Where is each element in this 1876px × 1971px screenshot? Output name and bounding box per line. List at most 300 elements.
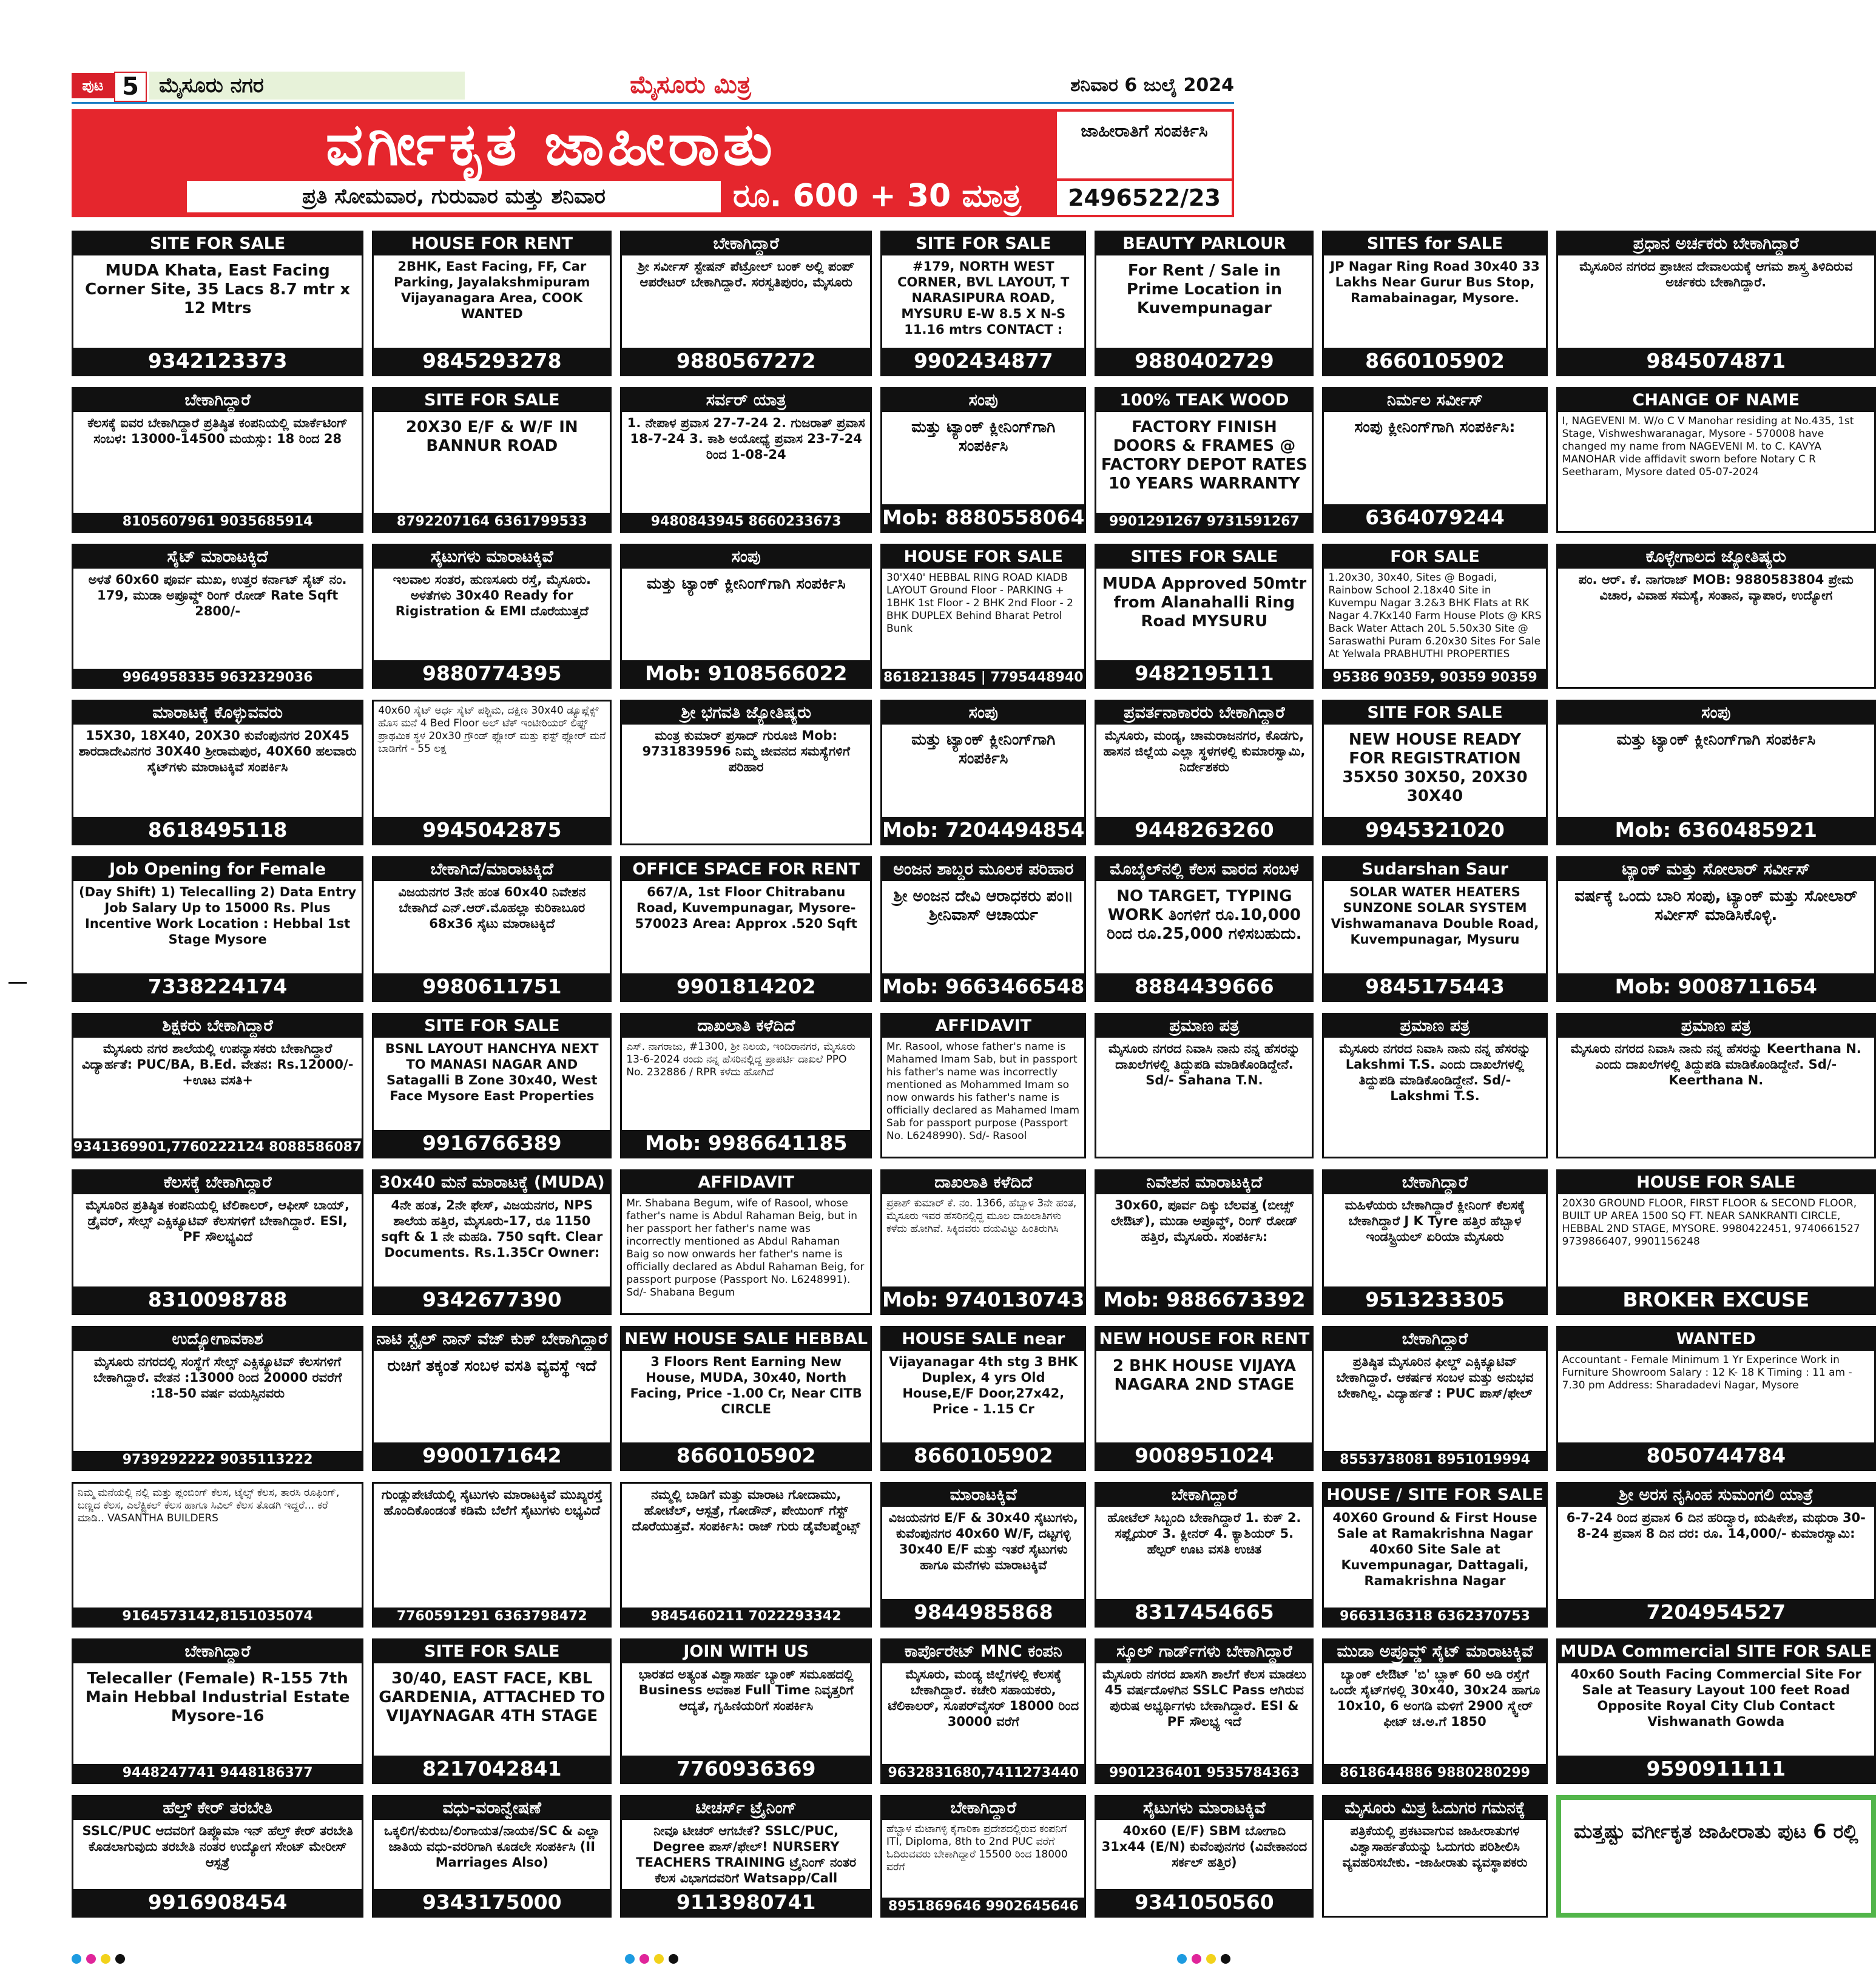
ad-heading: ಮೈಸೂರು ಮಿತ್ರ ಓದುಗರ ಗಮನಕ್ಕೆ [1324,1797,1545,1820]
registration-dot [639,1954,649,1964]
classified-ad [1322,387,1547,533]
classified-ad [1556,544,1876,689]
ad-heading: ಪ್ರಧಾನ ಅರ್ಚಕರು ಬೇಕಾಗಿದ್ದಾರೆ [1558,232,1874,255]
classified-ad [372,1482,612,1628]
ad-phone: Mob: 9663466548 [882,973,1084,1000]
ad-heading: ಪ್ರಮಾಣ ಪತ್ರ [1096,1015,1312,1038]
ad-body: ಪಂ. ಆರ್. ಕೆ. ನಾಗರಾಜ್ MOB: 9880583804 ಪ್ರೇಮ ವಿಚಾರ, ವಿವಾಹ ಸಮಸ್ಯೆ, ಸಂತಾನ, ವ್ಯಾಪಾರ, ಉದ್ಯೋಗ [1578,572,1854,603]
classified-ad [1322,231,1547,376]
classified-ad [372,1326,612,1472]
ad-heading: ದಾಖಲಾತಿ ಕಳೆದಿದೆ [882,1171,1084,1194]
classified-ad [372,1638,612,1784]
ad-body: ಮಹಿಳೆಯರು ಬೇಕಾಗಿದ್ದಾರೆ ಕ್ಲೀನಿಂಗ್ ಕೆಲಸಕ್ಕೆ ಬೇಕಾಗಿದ್ದಾರೆ J K Tyre ಹತ್ತಿರ ಹೆಬ್ಬಾಳ ಇಂಡಸ್ಟ್ರಿಯಲ್ ಏರಿಯಾ ಮೈಸೂರು [1345,1197,1525,1244]
ad-phone: Mob: 9108566022 [622,660,870,687]
ad-phone: 9845293278 [374,348,610,374]
ad-phone: 8660105902 [1324,348,1545,374]
ad-phone: 8310098788 [73,1286,362,1313]
classified-ad [620,1013,872,1158]
ad-heading: ವಧು-ವರಾನ್ವೇಷಣೆ [374,1797,610,1820]
classified-ad [620,700,872,845]
banner-price: ರೂ. 600 + 30 ಮಾತ್ರ [733,178,1021,214]
ad-phone: 8618213845 | 7795448940 [882,669,1084,687]
ad-heading: SITE FOR SALE [374,1640,610,1663]
ad-body: 40x60 South Facing Commercial Site For Sale at Teasury Layout 100 feet Road Opposite Royal City Club Contact Vishwanath Gowda [1570,1667,1861,1729]
registration-dot [669,1954,678,1964]
classified-ad [620,1795,872,1918]
margin-mark [8,982,27,984]
ad-body: ಮತ್ತು ಟ್ಯಾಂಕ್ ಕ್ಲೀನಿಂಗ್‌ಗಾಗಿ ಸಂಪರ್ಕಿಸಿ [1616,731,1816,749]
ad-phone: 8884439666 [1096,973,1312,1000]
ad-body: Vijayanagar 4th stg 3 BHK Duplex, 4 yrs Old House,E/F Door,27x42, Price - 1.15 Cr [889,1354,1078,1416]
ad-phone: 9901236401 9535784363 [1096,1764,1312,1782]
ad-heading: ಮಾರಾಟಕ್ಕೆ ಕೊಳ್ಳುವವರು [73,702,362,725]
ad-phone: Mob: 6360485921 [1558,817,1874,844]
ad-body: Telecaller (Female) R-155 7th Main Hebbal Industrial Estate Mysore-16 [85,1669,350,1726]
classified-ad [1556,1013,1876,1158]
classified-ad [620,1169,872,1315]
registration-dot [1206,1954,1216,1964]
classified-ad [880,1795,1086,1918]
ad-heading: ಸೈಟುಗಳು ಮಾರಾಟಕ್ಕಿವೆ [1096,1797,1312,1820]
ad-heading: ಸರ್ವರ್ ಯಾತ್ರ [622,389,870,412]
ad-body: 2 BHK HOUSE VIJAYA NAGARA 2ND STAGE [1112,1356,1296,1394]
ad-body: ಮೈಸೂರು, ಮಂಡ್ಯ ಜಿಲ್ಲೆಗಳಲ್ಲಿ ಕೆಲಸಕ್ಕೆ ಬೇಕಾಗಿದ್ದಾರೆ. ಕಚೇರಿ ಸಹಾಯಕರು, ಟೆಲಿಕಾಲರ್, ಸೂಪರ್‌ವೈಸರ್ 18000 ರಿಂದ 30000 ವರೆಗೆ [888,1667,1079,1729]
classified-ad [1322,1169,1547,1315]
classified-ad [1095,544,1314,689]
ad-phone: 9845074871 [1558,348,1874,374]
ad-body: ಪ್ರಕಾಶ್ ಕುಮಾರ್ ಕೆ. ನಂ. 1366, ಹೆಬ್ಬಾಳ 3ನೇ ಹಂತ, ಮೈಸೂರು ಇವರ ಹೆಸರಿನಲ್ಲಿದ್ದ ಮೂಲ ದಾಖಲಾತಿಗಳು ಕಳೆದು ಹೋಗಿವೆ. ಸಿಕ್ಕಿದವರು ದಯವಿಟ್ಟು ಹಿಂತಿರುಗಿಸಿ [886,1197,1077,1235]
ad-body: 667/A, 1st Floor Chitrabanu Road, Kuvempunagar, Mysore-570023 Area: Approx .520 Sqft [635,885,857,931]
banner-contact-phone: 2496522/23 [1057,181,1232,215]
ad-phone: BROKER EXCUSE [1558,1286,1874,1313]
ad-phone: 9901814202 [622,973,870,1000]
ad-phone: 9844985868 [882,1599,1084,1626]
ad-phone: 7204954527 [1558,1599,1874,1626]
ad-body: JP Nagar Ring Road 30x40 33 Lakhs Near Gurur Bus Stop, Ramabainagar, Mysore. [1330,259,1540,305]
ad-body: 30x60, ಪೂರ್ವ ದಿಕ್ಕು ಬೆಲವತ್ತ (ಬೀಚ್ಸ್ ಲೇಔಟ್), ಮುಡಾ ಅಪ್ರೂವ್ಡ್, ರಿಂಗ್ ರೋಡ್ ಹತ್ತಿರ, ಮೈಸೂರು. ಸಂಪರ್ಕಿಸಿ: [1111,1197,1298,1244]
ad-heading: FOR SALE [1324,546,1545,569]
ad-body: ಮಂತ್ರ ಕುಮಾರ್ ಪ್ರಸಾದ್ ಗುರೂಜಿ Mob: 9731839596 ನಿಮ್ಮ ಜೀವನದ ಸಮಸ್ಯೆಗಳಿಗೆ ಪರಿಹಾರ [642,728,850,775]
classified-ad [372,1795,612,1918]
ad-heading: ನಿವೇಶನ ಮಾರಾಟಕ್ಕಿದೆ [1096,1171,1312,1194]
ad-phone: 9343175000 [374,1889,610,1916]
banner-subtitle: ಪ್ರತಿ ಸೋಮವಾರ, ಗುರುವಾರ ಮತ್ತು ಶನಿವಾರ [187,181,721,212]
ad-body: ವರ್ಷಕ್ಕೆ ಒಂದು ಬಾರಿ ಸಂಪು, ಟ್ಯಾಂಕ್ ಮತ್ತು ಸೋಲಾರ್ ಸರ್ವೀಸ್ ಮಾಡಿಸಿಕೊಳ್ಳಿ. [1574,887,1858,925]
classified-ad [372,700,612,845]
ad-body: ಮೈಸೂರು ನಗರದ ನಿವಾಸಿ ನಾನು ನನ್ನ ಹೆಸರನ್ನು ದಾಖಲೆಗಳಲ್ಲಿ ತಿದ್ದುಪಡಿ ಮಾಡಿಕೊಂಡಿದ್ದೇನೆ. Sd/- Sahana T.N. [1108,1041,1300,1087]
ad-body: 4ನೇ ಹಂತ, 2ನೇ ಫೇಸ್, ವಿಜಯನಗರ, NPS ಶಾಲೆಯ ಹತ್ತಿರ, ಮೈಸೂರು-17, ರೂ 1150 sqft & 1 ನೇ ಮಹಡಿ. 750 sqft. Clear Documents. Rs.1.35Cr Owner: [381,1197,603,1260]
ad-heading: 100% TEAK WOOD [1096,389,1312,412]
ad-body: ಒಕ್ಕಲಿಗ/ಕುರುಬ/ಲಿಂಗಾಯತ/ನಾಯಕ/SC & ಎಲ್ಲಾ ಜಾತಿಯ ವಧು-ವರರಿಗಾಗಿ ಕೂಡಲೇ ಸಂಪರ್ಕಿಸಿ (II Marriages Also) [383,1824,600,1870]
classified-ad [1556,231,1876,376]
ad-body: ನಿಮ್ಮ ಮನೆಯಲ್ಲಿ ನಲ್ಲಿ ಮತ್ತು ಪ್ಲಂಬಿಂಗ್ ಕೆಲಸ, ಟೈಲ್ಸ್ ಕೆಲಸ, ತಾರಸಿ ರೂಫಿಂಗ್, ಬಣ್ಣದ ಕೆಲಸ, ಎಲೆಕ್ಟ್ರಿಕಲ್ ಕೆಲಸ ಹಾಗೂ ಸಿವಿಲ್ ಕೆಲಸ ತೊಡಗಿ ಇದ್ದರೆ... ಕರೆ ಮಾಡಿ.. VASANTHA BUILDERS [78,1487,340,1525]
classified-ad [372,856,612,1002]
ad-body: Accountant - Female Minimum 1 Yr Experince Work in Furniture Showroom Salary : 12 K- 18 K Timing : 11 am - 7.30 pm Address: Sharadadevi Nagar, Mysore [1562,1353,1852,1391]
ad-phone: 9480843945 8660233673 [622,513,870,531]
ad-body: I, NAGEVENI M. W/o C V Manohar residing at No.435, 1st Stage, Vishweshwaranagar, Mysore - 570008 have changed my name from NAGEVENI M. to C. KAVYA MANOHAR vide affidavit sworn before Notary C R Seetharam, Mysore dated 05-07-2024 [1562,414,1854,478]
ad-body: ಭಾರತದ ಅತ್ಯಂತ ವಿಶ್ವಾಸಾರ್ಹ ಬ್ಯಾಂಕ್ ಸಮೂಹದಲ್ಲಿ Business ಅವಕಾಶ Full Time ನಿವೃತ್ತರಿಗೆ ಆದ್ಯತೆ, ಗೃಹಿಣಿಯರಿಗೆ ಸಂಪರ್ಕಿಸಿ [638,1667,854,1714]
classified-ad [1095,1638,1314,1784]
ad-body: NO TARGET, TYPING WORK ತಿಂಗಳಿಗೆ ರೂ.10,000 ರಿಂದ ರೂ.25,000 ಗಳಿಸಬಹುದು. [1107,887,1302,944]
classified-ad [1322,1482,1547,1628]
ad-phone: 7338224174 [73,973,362,1000]
registration-dots-left [72,1954,125,1964]
ad-heading: HOUSE FOR SALE [1558,1171,1874,1194]
ad-body: ರುಚಿಗೆ ತಕ್ಕಂತೆ ಸಂಬಳ ವಸತಿ ವ್ಯವಸ್ಥೆ ಇದೆ [387,1356,597,1375]
ad-heading: SITE FOR SALE [374,1015,610,1038]
classified-ad [880,387,1086,533]
ad-body: ಎಸ್. ನಾಗರಾಜು, #1300, ಶ್ರೀ ನಿಲಯ, ಇಂದಿರಾನಗರ, ಮೈಸೂರು 13-6-2024 ರಂದು ನನ್ನ ಹೆಸರಿನಲ್ಲಿದ್ದ ಪ್ರಾಪರ್ಟಿ ದಾಖಲೆ PPO No. 232886 / RPR ಕಳೆದು ಹೋಗಿದೆ [626,1041,855,1078]
ad-heading: ಶಿಕ್ಷಕರು ಬೇಕಾಗಿದ್ದಾರೆ [73,1015,362,1038]
ad-heading: AFFIDAVIT [622,1171,870,1194]
ad-phone: 8660105902 [622,1442,870,1469]
ad-body: FACTORY FINISH DOORS & FRAMES @ FACTORY DEPOT RATES 10 YEARS WARRANTY [1101,418,1307,493]
ad-heading: ಟ್ಯಾಂಕ್ ಮತ್ತು ಸೋಲಾರ್ ಸರ್ವೀಸ್ [1558,858,1874,881]
classified-ad [880,1326,1086,1472]
ad-body: ಮೈಸೂರು, ಮಂಡ್ಯ, ಚಾಮರಾಜನಗರ, ಕೊಡಗು, ಹಾಸನ ಜಿಲ್ಲೆಯ ಎಲ್ಲಾ ಸ್ಥಳಗಳಲ್ಲಿ ಕುಮಾರಸ್ವಾಮಿ, ನಿರ್ದೇಶಕರು [1103,728,1306,775]
ad-phone: Mob: 7204494854 [882,817,1084,844]
ad-heading: ಶ್ರೀ ಭಗವತಿ ಜ್ಯೋತಿಷ್ಯರು [622,702,870,725]
classified-ad [372,1169,612,1315]
classified-ad [1556,387,1876,533]
classified-ad [72,544,363,689]
ad-heading: SITE FOR SALE [374,389,610,412]
ad-phone: 8217042841 [374,1756,610,1782]
ad-body: 3 Floors Rent Earning New House, MUDA, 30x40, North Facing, Price -1.00 Cr, Near CITB CIRCLE [630,1354,862,1416]
classified-ad [620,544,872,689]
ad-body: ಬ್ಯಾಂಕ್ ಲೇಔಟ್ 'ಬಿ' ಬ್ಲಾಕ್ 60 ಅಡಿ ರಸ್ತೆಗೆ ಒಂದೇ ಸೈಟ್‌ಗಳಲ್ಲಿ 30x40, 30x24 ಹಾಗೂ 10x10, 6 ಅಂಗಡಿ ಮಳಿಗೆ 2900 ಸ್ಕ್ವೇರ್ ಫೀಟ್ ಚ.ಅ.ಗೆ 1850 [1329,1667,1540,1729]
ad-phone: 9916766389 [374,1130,610,1157]
ad-body: ಮೈಸೂರಿನ ನಗರದ ಪ್ರಾಚೀನ ದೇವಾಲಯಕ್ಕೆ ಆಗಮ ಶಾಸ್ತ್ರ ತಿಳಿದಿರುವ ಅರ್ಚಕರು ಬೇಕಾಗಿದ್ದಾರೆ. [1579,259,1853,289]
classified-ad [1095,1013,1314,1158]
ad-body: ಮತ್ತು ಟ್ಯಾಂಕ್ ಕ್ಲೀನಿಂಗ್‌ಗಾಗಿ ಸಂಪರ್ಕಿಸಿ [911,731,1056,768]
ad-heading: ಬೇಕಾಗಿದ್ದಾರೆ [622,232,870,255]
registration-dot [625,1954,635,1964]
ad-heading: ಸಂಪು [622,546,870,569]
ad-body: MUDA Approved 50mtr from Alanahalli Ring Road MYSURU [1102,574,1307,631]
classified-ad [1322,544,1547,689]
ad-heading: ಬೇಕಾಗಿದ್ದಾರೆ [1324,1171,1545,1194]
classified-ad [72,1169,363,1315]
classified-ad [1322,1013,1547,1158]
registration-dot [72,1954,81,1964]
classified-ad [1095,231,1314,376]
page-label: ಪುಟ [72,73,114,98]
ad-phone: 9663136318 6362370753 [1324,1608,1545,1626]
classified-ad [880,700,1086,845]
classified-ad [1556,1169,1876,1315]
ad-phone: 9448247741 9448186377 [73,1764,362,1782]
ad-phone: 9880774395 [374,660,610,687]
registration-dot [86,1954,96,1964]
registration-dots-right [1177,1954,1230,1964]
classified-ad [72,1638,363,1784]
ad-heading: ಸಂಪು [882,702,1084,725]
ad-heading: SITE FOR SALE [73,232,362,255]
ad-body: ವಿಜಯನಗರ E/F & 30x40 ಸೈಟುಗಳು, ಕುವೆಂಪುನಗರ 40x60 W/F, ದಟ್ಟಗಳ್ಳಿ 30x40 E/F ಮತ್ತು ಇತರೆ ಸೈಟುಗಳು ಹಾಗೂ ಮನೆಗಳು ಮಾರಾಟಕ್ಕಿವೆ [888,1510,1078,1573]
ad-phone: 9448263260 [1096,817,1312,844]
ad-body: 1. ನೇಪಾಳ ಪ್ರವಾಸ 27-7-24 2. ಗುಜರಾತ್ ಪ್ರವಾಸ 18-7-24 3. ಕಾಶಿ ಅಯೋಧ್ಯೆ ಪ್ರವಾಸ 23-7-24 ರಿಂದ 1-08-24 [627,415,865,462]
ad-heading: ಬೇಕಾಗಿದ್ದಾರೆ [73,1640,362,1663]
classified-ad [372,544,612,689]
ad-phone: 9341050560 [1096,1889,1312,1916]
classified-ad [1095,1482,1314,1628]
ad-phone: 9902434877 [882,348,1084,374]
registration-dot [101,1954,110,1964]
ad-body: SSLC/PUC ಆದವರಿಗೆ ಡಿಪ್ಲೊಮಾ ಇನ್ ಹೆಲ್ತ್ ಕೇರ್ ತರಬೇತಿ ಕೊಡಲಾಗುವುದು ತರಬೇತಿ ನಂತರ ಉದ್ಯೋಗ ಸೇಂಟ್ ಮೇರೀಸ್ ಆಸ್ಪತ್ರೆ [82,1824,353,1870]
classified-ad [72,231,363,376]
ad-heading: Job Opening for Female [73,858,362,881]
ad-heading: HOUSE SALE near [882,1328,1084,1351]
registration-dot [654,1954,664,1964]
ad-body: 15X30, 18X40, 20X30 ಕುವೆಂಪುನಗರ 20X45 ಶಾರದಾದೇವಿನಗರ 30X40 ಶ್ರೀರಾಮಪುರ, 40X60 ಹಲವಾರು ಸೈಟ್‌ಗಳು ಮಾರಾಟಕ್ಕಿವೆ ಸಂಪರ್ಕಿಸಿ [78,728,357,775]
ad-body: ಮತ್ತು ಟ್ಯಾಂಕ್ ಕ್ಲೀನಿಂಗ್‌ಗಾಗಿ ಸಂಪರ್ಕಿಸಿ [646,574,846,593]
ad-heading: HOUSE FOR SALE [882,546,1084,569]
ad-heading: ಹೆಲ್ತ್ ಕೇರ್ ತರಬೇತಿ [73,1797,362,1820]
ad-heading: ಸೈಟ್ ಮಾರಾಟಕ್ಕಿದೆ [73,546,362,569]
ad-body: 40x60 ಸೈಟ್ ಅರ್ಧ ಸೈಟ್ ಪಶ್ಚಿಮ, ದಕ್ಷಿಣ 30x40 ಡ್ಯೂಪ್ಲೆಕ್ಸ್ ಹೊಸ ಮನೆ 4 Bed Floor ಅಲ್ ಟೆಕ್ ಇಂಟೀರಿಯರ್ ಲಿಫ್ಟ್ ಪ್ರಾಥಮಿಕ ಸ್ಥಳ 20x30 ಗ್ರೌಂಡ್ ಫ್ಲೋರ್ ಮತ್ತು ಫಸ್ಟ್ ಫ್ಲೋರ್ ಮನೆ ಬಾಡಿಗೆಗೆ - 55 ಲಕ್ಷ [378,705,606,756]
ad-heading: NEW HOUSE SALE HEBBAL [622,1328,870,1351]
ad-body: ಮೈಸೂರಿನ ಪ್ರತಿಷ್ಠಿತ ಕಂಪನಿಯಲ್ಲಿ ಟೆಲಿಕಾಲರ್, ಆಫೀಸ್ ಬಾಯ್, ಡ್ರೈವರ್, ಸೇಲ್ಸ್ ಎಕ್ಸಿಕ್ಯೂಟಿವ್ ಕೆಲಸಗಳಿಗೆ ಬೇಕಾಗಿದ್ದಾರೆ. ESI, PF ಸೌಲಭ್ಯವಿದೆ [86,1197,349,1244]
ad-body: ಮೈಸೂರು ನಗರ ಶಾಲೆಯಲ್ಲಿ ಉಪನ್ಯಾಸಕರು ಬೇಕಾಗಿದ್ದಾರೆ ವಿದ್ಯಾರ್ಹತೆ: PUC/BA, B.Ed. ವೇತನ: Rs.12000/- +ಊಟ ವಸತಿ+ [81,1041,354,1087]
ad-heading: SITE FOR SALE [882,232,1084,255]
classified-ad [880,856,1086,1002]
ad-body: ಸಂಪು ಕ್ಲೀನಿಂಗ್‌ಗಾಗಿ ಸಂಪರ್ಕಿಸಿ: [1354,418,1516,436]
ad-phone: 6364079244 [1324,504,1545,531]
ad-body: #179, NORTH WEST CORNER, BVL LAYOUT, T NARASIPURA ROAD, MYSURU E-W 8.5 X N-S 11.16 mtrs CONTACT : [897,259,1070,337]
ad-phone: 9916908454 [73,1889,362,1916]
classified-ad [1322,1326,1547,1472]
ad-phone: 9482195111 [1096,660,1312,687]
classified-ad [1095,700,1314,845]
ad-body: ಕೆಲಸಕ್ಕೆ ಐವರ ಬೇಕಾಗಿದ್ದಾರೆ ಪ್ರತಿಷ್ಠಿತ ಕಂಪನಿಯಲ್ಲಿ ಮಾರ್ಕೆಟಿಂಗ್ ಸಂಬಳ: 13000-14500 ಮಯಸ್ಸು: 18 ರಿಂದ 28 [87,415,348,446]
page-header [72,68,1234,104]
registration-dot [1221,1954,1230,1964]
ad-heading: ಟೀಚರ್ಸ್ ಟ್ರೈನಿಂಗ್ [622,1797,870,1820]
ad-phone: 9980611751 [374,973,610,1000]
ad-body: 30/40, EAST FACE, KBL GARDENIA, ATTACHED TO VIJAYNAGAR 4TH STAGE [379,1669,606,1726]
ad-body: 20X30 GROUND FLOOR, FIRST FLOOR & SECOND FLOOR, BUILT UP AREA 1500 SQ FT. NEAR SANKRANTI CIRCLE, HEBBAL 2ND STAGE, MYSORE. 9980422451, 9740661527 9739866407, 9901156248 [1562,1197,1860,1248]
ad-heading: ಕಾರ್ಪೊರೇಟ್ MNC ಕಂಪನಿ [882,1640,1084,1663]
ad-body: 1.20x30, 30x40, Sites @ Bogadi, Rainbow School 2.18x40 Site in Kuvempu Nagar 3.2&3 BHK Flats at RK Nagar 4.7Kx140 Farm House Plots @ KRS Back Water Attach 20L 5.50x30 Site @ Saraswathi Puram 6.20x30 Sites For Sale At Yelwala PRABHUTHI PROPERTIES [1328,571,1542,660]
ad-heading: WANTED [1558,1328,1874,1351]
ad-phone: 8660105902 [882,1442,1084,1469]
ad-body: ನಮ್ಮಲ್ಲಿ ಬಾಡಿಗೆ ಮತ್ತು ಮಾರಾಟ ಗೋದಾಮು, ಹೋಟೆಲ್, ಆಸ್ಪತ್ರೆ, ಗೋಡೌನ್, ಪೇಯಿಂಗ್ ಗೆಸ್ಟ್ ದೊರೆಯುತ್ತವೆ. ಸಂಪರ್ಕಿಸಿ: ರಾಜ್ ಗುರು ಡೈವೆಲಪ್ಮೆಂಟ್ಸ್ [632,1487,860,1534]
ad-phone: 9513233305 [1324,1286,1545,1313]
ad-heading: ನಿರ್ಮಲ ಸರ್ವೀಸ್ [1324,389,1545,412]
ad-body: 20X30 E/F & W/F IN BANNUR ROAD [405,418,578,455]
ad-phone: 8951869646 9902645646 [882,1898,1084,1916]
ad-body: ಮತ್ತಷ್ಟು ವರ್ಗೀಕೃತ ಜಾಹೀರಾತು ಪುಟ 6 ರಲ್ಲಿ [1573,1820,1858,1843]
classified-ad [72,1326,363,1472]
ad-heading: 30x40 ಮನೆ ಮಾರಾಟಕ್ಕೆ (MUDA) [374,1171,610,1194]
classified-ad [1322,700,1547,845]
ad-phone: Mob: 9986641185 [622,1130,870,1157]
ad-body: ಶ್ರೀ ಸರ್ವೀಸ್ ಸ್ಟೇಷನ್ ಪೆಟ್ರೋಲ್ ಬಂಕ್ ಅಲ್ಲಿ ಪಂಪ್ ಆಪರೇಟರ್ ಬೇಕಾಗಿದ್ದಾರೆ. ಸರಸ್ವತಿಪುರಂ, ಮೈಸೂರು [638,259,854,289]
ad-heading: ಬೇಕಾಗಿದ್ದಾರೆ [1324,1328,1545,1351]
classified-ad [620,387,872,533]
ad-heading: SITES FOR SALE [1096,546,1312,569]
classified-ad [72,700,363,845]
registration-dot [115,1954,125,1964]
classified-ad [620,231,872,376]
ad-body: ಅಳತೆ 60x60 ಪೂರ್ವ ಮುಖ, ಉತ್ತರ ಕರ್ನಾಟ್ ಸೈಟ್ ನಂ. 179, ಮುಡಾ ಅಪ್ರೂವ್ಡ್ ರಿಂಗ್ ರೋಡ್ Rate Sqft 2800/- [88,572,347,618]
ad-body: BSNL LAYOUT HANCHYA NEXT TO MANASI NAGAR AND Satagalli B Zone 30x40, West Face Mysore East Properties [385,1041,599,1103]
classified-ad [372,231,612,376]
ad-heading: ಮೊಬೈಲ್‌ನಲ್ಲಿ ಕೆಲಸ ವಾರದ ಸಂಬಳ [1096,858,1312,881]
page-number: 5 [114,72,147,102]
ad-body: 40x60 (E/F) SBM ಬೋಗಾದಿ 31x44 (E/N) ಕುವೆಂಪುನಗರ (ವಿವೇಕಾನಂದ ಸರ್ಕಲ್ ಹತ್ತಿರ) [1101,1824,1307,1870]
ad-phone: 9945321020 [1324,817,1545,844]
classified-ad [1556,700,1876,845]
ad-phone: 9113980741 [622,1889,870,1916]
classified-ad [1556,1795,1876,1918]
classified-ad [880,1013,1086,1158]
banner-title: ವರ್ಗೀಕೃತ ಜಾಹೀರಾತು [325,110,777,178]
ad-heading: ಕೊಳ್ಳೇಗಾಲದ ಜ್ಯೋತಿಷ್ಯರು [1558,546,1874,569]
ad-body: 30'X40' HEBBAL RING ROAD KIADB LAYOUT Ground Floor - PARKING + 1BHK 1st Floor - 2 BHK 2nd Floor - 2 BHK DUPLEX Behind Bharat Petrol Bunk [886,571,1073,635]
ad-body: ವಿಜಯನಗರ 3ನೇ ಹಂತ 60x40 ನಿವೇಶನ ಬೇಕಾಗಿದೆ ಎನ್.ಆರ್.ಮೊಹಲ್ಲಾ ಕುರಿಕಾಬೂರ 68x36 ಸೈಟು ಮಾರಾಟಕ್ಕಿದೆ [398,885,586,931]
ad-body: MUDA Khata, East Facing Corner Site, 35 Lacs 8.7 mtr x 12 Mtrs [85,262,351,317]
ad-body: ಮೈಸೂರು ನಗರದಲ್ಲಿ ಸಂಸ್ಥೆಗೆ ಸೇಲ್ಸ್ ಎಕ್ಸಿಕ್ಯೂಟಿವ್ ಕೆಲಸಗಳಿಗೆ ಬೇಕಾಗಿದ್ದಾರೆ. ವೇತನ :13000 ರಿಂದ 20000 ರವರೆಗೆ :18-50 ವರ್ಷ ವಯಸ್ಸಿನವರು [93,1354,342,1401]
classified-ad [372,1013,612,1158]
ad-phone: 9739292222 9035113222 [73,1451,362,1469]
ad-body: Mr. Shabana Begum, wife of Rasool, whose father's name is Abdul Rahaman Beig, but in her passport her father's name was incorrectly mentioned as Abdul Rahaman Baig so now onwards her father's name is officially declared as Abdul Rahaman Beig, for passport purpose (Passport No. L6248991). Sd/- Shabana Begum [626,1197,865,1299]
ad-phone: 7760591291 6363798472 [374,1608,610,1626]
ad-phone: 9341369901,7760222124 8088586087 [73,1138,362,1157]
ad-heading: BEAUTY PARLOUR [1096,232,1312,255]
ad-phone: 8618495118 [73,817,362,844]
ad-phone: Mob: 9008711654 [1558,973,1874,1000]
ad-heading: JOIN WITH US [622,1640,870,1663]
classified-ad [72,1482,363,1628]
registration-dots-center [625,1954,678,1964]
ad-body: ಮೈಸೂರು ನಗರದ ನಿವಾಸಿ ನಾನು ನನ್ನ ಹೆಸರನ್ನು Keerthana N. ಎಂದು ದಾಖಲೆಗಳಲ್ಲಿ ತಿದ್ದುಪಡಿ ಮಾಡಿಕೊಂಡಿದ್ದೇನೆ. Sd/- Keerthana N. [1570,1041,1861,1087]
classified-ad [880,1638,1086,1784]
classified-ad [1095,1169,1314,1315]
ad-phone: 9845460211 7022293342 [622,1608,870,1626]
classified-ad [620,1326,872,1472]
classified-ad [620,1482,872,1628]
ad-heading: ನಾಟಿ ಸ್ಟೈಲ್ ನಾನ್ ವೆಜ್ ಕುಕ್ ಬೇಕಾಗಿದ್ದಾರೆ [374,1328,610,1351]
ad-body: Mr. Rasool, whose father's name is Mahamed Imam Sab, but in passport his father's name was incorrectly mentioned as Mohammed Imam so now onwards his father's name is officially declared as Mahamed Imam Sab for passport purpose (Passport No. L6248990). Sd/- Rasool [886,1041,1080,1142]
section-name: ಮೈಸೂರು ನಗರ [149,72,465,100]
ad-body: ಪ್ರತಿಷ್ಠಿತ ಮೈಸೂರಿನ ಫೀಲ್ಡ್ ಎಕ್ಸಿಕ್ಯೂಟಿವ್ ಬೇಕಾಗಿದ್ದಾರೆ. ಆಕರ್ಷಕ ಸಂಬಳ ಮತ್ತು ಅನುಭವ ಬೇಕಾಗಿಲ್ಲ. ವಿದ್ಯಾರ್ಹತೆ : PUC ಪಾಸ್/ಫೇಲ್ [1336,1354,1534,1401]
ad-body: ಮೈಸೂರು ನಗರದ ನಿವಾಸಿ ನಾನು ನನ್ನ ಹೆಸರನ್ನು Lakshmi T.S. ಎಂದು ದಾಖಲೆಗಳಲ್ಲಿ ತಿದ್ದುಪಡಿ ಮಾಡಿಕೊಂಡಿದ್ದೇನೆ. Sd/- Lakshmi T.S. [1339,1041,1531,1103]
ad-heading: ಸ್ಕೂಲ್ ಗಾರ್ಡ್‌ಗಳು ಬೇಕಾಗಿದ್ದಾರೆ [1096,1640,1312,1663]
ad-phone: 9900171642 [374,1442,610,1469]
ad-phone: 8792207164 6361799533 [374,513,610,531]
ad-heading: ಪ್ರಮಾಣ ಪತ್ರ [1324,1015,1545,1038]
registration-dot [1192,1954,1201,1964]
ad-heading: ಮಾರಾಟಕ್ಕಿವೆ [882,1484,1084,1507]
ad-phone: 95386 90359, 90359 90359 [1324,669,1545,687]
ad-phone: 9880567272 [622,348,870,374]
classified-ad [880,231,1086,376]
ad-heading: ಪ್ರವರ್ತನಾಕಾರರು ಬೇಕಾಗಿದ್ದಾರೆ [1096,702,1312,725]
ad-body: (Day Shift) 1) Telecalling 2) Data Entry Job Salary Up to 15000 Rs. Plus Incentive Work Location : Hebbal 1st Stage Mysore [79,885,357,947]
ad-heading: SITE FOR SALE [1324,702,1545,725]
ad-phone: Mob: 8880558064 [882,504,1084,531]
classified-ad [72,1013,363,1158]
ad-body: 2BHK, East Facing, FF, Car Parking, Jayalakshmipuram Vijayanagara Area, COOK WANTED [394,259,590,321]
ad-heading: OFFICE SPACE FOR RENT [622,858,870,881]
classifieds-banner [72,109,1234,217]
ad-heading: ಪ್ರಮಾಣ ಪತ್ರ [1558,1015,1874,1038]
ad-heading: CHANGE OF NAME [1558,389,1874,412]
ad-heading: ಸೈಟುಗಳು ಮಾರಾಟಕ್ಕಿವೆ [374,546,610,569]
ad-phone: 9008951024 [1096,1442,1312,1469]
ad-heading: ಬೇಕಾಗಿದ್ದಾರೆ [882,1797,1084,1820]
ad-body: NEW HOUSE READY FOR REGISTRATION 35X50 30X50, 20X30 30X40 [1342,731,1528,806]
registration-dot [1177,1954,1187,1964]
ad-body: ಇಲವಾಲ ಸಂತರ, ಹುಣಸೂರು ರಸ್ತೆ, ಮೈಸೂರು. ಅಳತೆಗಳು 30x40 Ready for Rigistration & EMI ದೊರೆಯುತ್ತದೆ [393,572,591,618]
classified-ad [1095,387,1314,533]
ad-heading: SITES for SALE [1324,232,1545,255]
ad-phone: 9845175443 [1324,973,1545,1000]
classified-ad [1556,1638,1876,1784]
classified-ad [1322,1638,1547,1784]
ad-heading: ದಾಖಲಾತಿ ಕಳೆದಿದೆ [622,1015,870,1038]
ad-heading: AFFIDAVIT [882,1015,1084,1038]
classified-ad [1322,1795,1547,1918]
classified-ad [1095,1795,1314,1918]
ad-heading: ಸಂಪು [882,389,1084,412]
classified-ad [1095,1326,1314,1472]
banner-contact-label: ಜಾಹೀರಾತಿಗೆ ಸಂಪರ್ಕಿಸಿ [1057,112,1232,178]
paper-masthead: ಮೈಸೂರು ಮಿತ್ರ [630,70,751,99]
ad-heading: HOUSE / SITE FOR SALE [1324,1484,1545,1507]
classified-ads-grid [72,231,1872,1918]
ad-heading: MUDA Commercial SITE FOR SALE [1558,1640,1874,1663]
ad-body: ಮೈಸೂರು ನಗರದ ಖಾಸಗಿ ಶಾಲೆಗೆ ಕೆಲಸ ಮಾಡಲು 45 ವರ್ಷದೊಳಗಿನ SSLC Pass ಆಗಿರುವ ಪುರುಷ ಅಭ್ಯರ್ಥಿಗಳು ಬೇಕಾಗಿದ್ದಾರೆ. ESI & PF ಸೌಲಭ್ಯ ಇದೆ [1102,1667,1306,1729]
ad-heading: ಕೆಲಸಕ್ಕೆ ಬೇಕಾಗಿದ್ದಾರೆ [73,1171,362,1194]
ad-body: ಶ್ರೀ ಅಂಜನ ದೇವಿ ಆರಾಧಕರು ಪಂ॥ ಶ್ರೀನಿವಾಸ್ ಆಚಾರ್ಯ [893,887,1073,925]
ad-heading: ಶ್ರೀ ಅರಸ ನೃಸಿಂಹ ಸುಮಂಗಲಿ ಯಾತ್ರೆ [1558,1484,1874,1507]
ad-heading: ಬೇಕಾಗಿದ್ದಾರೆ [73,389,362,412]
ad-heading: HOUSE FOR RENT [374,232,610,255]
ad-phone: 8105607961 9035685914 [73,513,362,531]
classified-ad [880,1169,1086,1315]
ad-phone: 9901291267 9731591267 [1096,513,1312,531]
classified-ad [72,387,363,533]
ad-body: For Rent / Sale in Prime Location in Kuvempunagar [1126,262,1282,317]
ad-heading: ಬೇಕಾಗಿದ್ದಾರೆ [1096,1484,1312,1507]
ad-heading: NEW HOUSE FOR RENT [1096,1328,1312,1351]
ad-heading: ಮುಡಾ ಅಪ್ರೂವ್ಡ್ ಸೈಟ್ ಮಾರಾಟಕ್ಕಿವೆ [1324,1640,1545,1663]
newspaper-page [72,68,1872,1919]
classified-ad [1556,1482,1876,1628]
classified-ad [620,1638,872,1784]
classified-ad [880,544,1086,689]
ad-body: ನೀವೂ ಟೀಚರ್ ಆಗಬೇಕೆ? SSLC/PUC, Degree ಪಾಸ್/ಫೇಲ್! NURSERY TEACHERS TRAINING ಟ್ರೈನಿಂಗ್ ನಂತರ ಕೆಲಸ ವಿಭಾಗದವರಿಗೆ Watsapp/Call [636,1824,857,1885]
classified-ad [72,856,363,1002]
ad-phone: 9632831680,7411273440 [882,1764,1084,1782]
ad-phone: 8618644886 9880280299 [1324,1764,1545,1782]
ad-body: ಗುಂಡ್ಲುಪೇಟೆಯಲ್ಲಿ ಸೈಟುಗಳು ಮಾರಾಟಕ್ಕಿವೆ ಮುಖ್ಯರಸ್ತೆ ಹೊಂದಿಕೊಂಡಂತೆ ಕಡಿಮೆ ಬೆಲೆಗೆ ಸೈಟುಗಳು ಲಭ್ಯವಿದೆ [381,1487,602,1518]
ad-body: SOLAR WATER HEATERS SUNZONE SOLAR SYSTEM Vishwamanava Double Road, Kuvempunagar, Mysuru [1331,885,1539,947]
ad-body: 40X60 Ground & First House Sale at Ramakrishna Nagar 40x60 Site Sale at Kuvempunagar, Dattagali, Ramakrishna Nagar [1332,1510,1537,1589]
ad-body: ಹೆಬ್ಬಾಳ ಮೆಟಾಗಳ್ಳಿ ಕೈಗಾರಿಕಾ ಪ್ರದೇಶದಲ್ಲಿರುವ ಕಂಪನಿಗೆ ITI, Diploma, 8th to 2nd PUC ವರೆಗೆ ಓದಿರುವವರು ಬೇಕಾಗಿದ್ದಾರೆ 15500 ರಿಂದ 18000 ವರೆಗೆ [886,1823,1068,1873]
ad-body: ಮತ್ತು ಟ್ಯಾಂಕ್ ಕ್ಲೀನಿಂಗ್‌ಗಾಗಿ ಸಂಪರ್ಕಿಸಿ [911,418,1056,455]
ad-phone: 9880402729 [1096,348,1312,374]
ad-heading: ಬೇಕಾಗಿದೆ/ಮಾರಾಟಕ್ಕಿದೆ [374,858,610,881]
classified-ad [880,1482,1086,1628]
classified-ad [372,387,612,533]
ad-phone: 9342677390 [374,1286,610,1313]
issue-date: ಶನಿವಾರ 6 ಜುಲೈ 2024 [1070,75,1234,96]
ad-phone: Mob: 9740130743 [882,1286,1084,1313]
